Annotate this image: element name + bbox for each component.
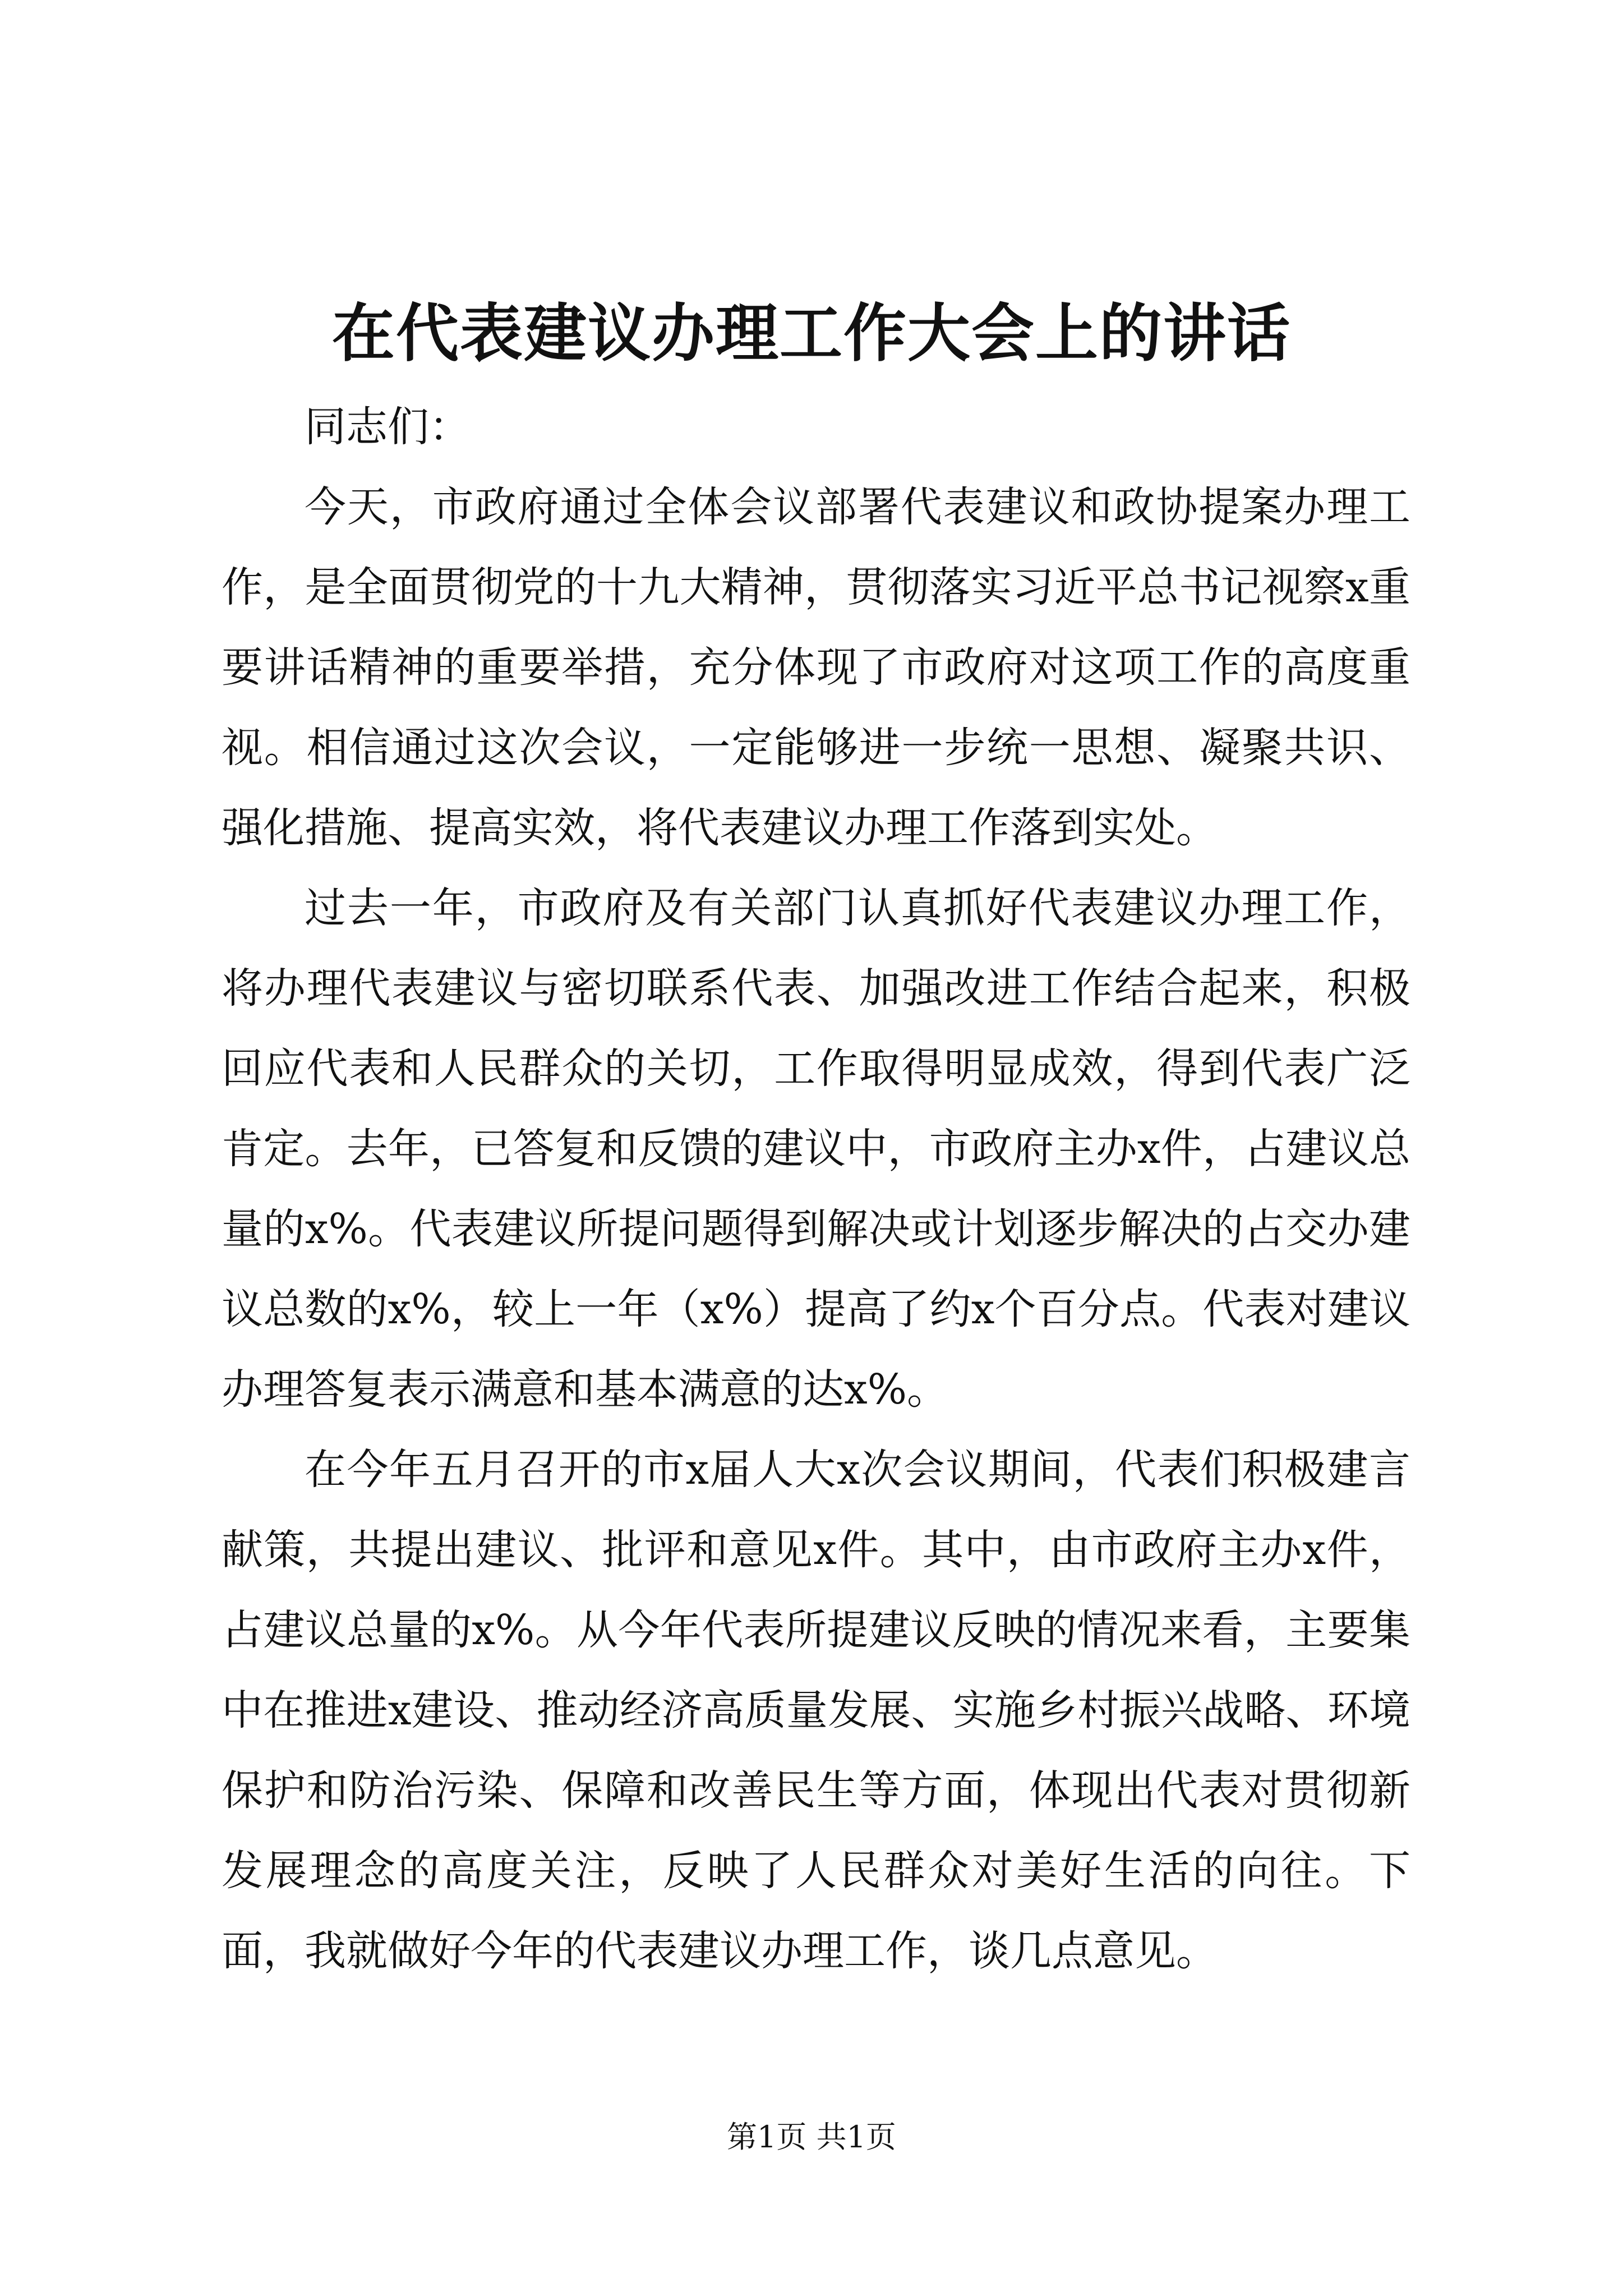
paragraph-2: 过去一年，市政府及有关部门认真抓好代表建议办理工作，将办理代表建议与密切联系代表、加强改进工作结合起来，积极回应代表和人民群众的关切，工作取得明显成效，得到代表广泛肯定。去年，已答复和反馈的建议中，市政府主办x件，占建议总量的x%。代表建议所提问题得到解决或计划逐步解决的占交办建议总数的x%，较上一年（x%）提高了约x个百分点。代表对建议办理答复表示满意和基本满意的达x%。	[222, 884, 1410, 1414]
greeting: 同志们：	[305, 403, 471, 451]
page-footer	[0, 2118, 1623, 2157]
document-body	[222, 387, 1410, 1991]
paragraph-3: 在今年五月召开的市x届人大x次会议期间，代表们积极建言献策，共提出建议、批评和意见x件。其中，由市政府主办x件，占建议总量的x%。从今年代表所提建议反映的情况来看，主要集中在推进x建设、推动经济高质量发展、实施乡村振兴战略、环境保护和防治污染、保障和改善民生等方面，体现出代表对贯彻新发展理念的高度关注，反映了人民群众对美好生活的向往。下面，我就做好今年的代表建议办理工作，谈几点意见。	[222, 1446, 1410, 1975]
page-number: 第1页 共1页	[727, 2119, 896, 2155]
paragraph-1: 今天，市政府通过全体会议部署代表建议和政协提案办理工作，是全面贯彻党的十九大精神，贯彻落实习近平总书记视察x重要讲话精神的重要举措，充分体现了市政府对这项工作的高度重视。相信通过这次会议，一定能够进一步统一思想、凝聚共识、强化措施、提高实效，将代表建议办理工作落到实处。	[222, 483, 1410, 852]
document-title: 在代表建议办理工作大会上的讲话	[332, 297, 1291, 370]
